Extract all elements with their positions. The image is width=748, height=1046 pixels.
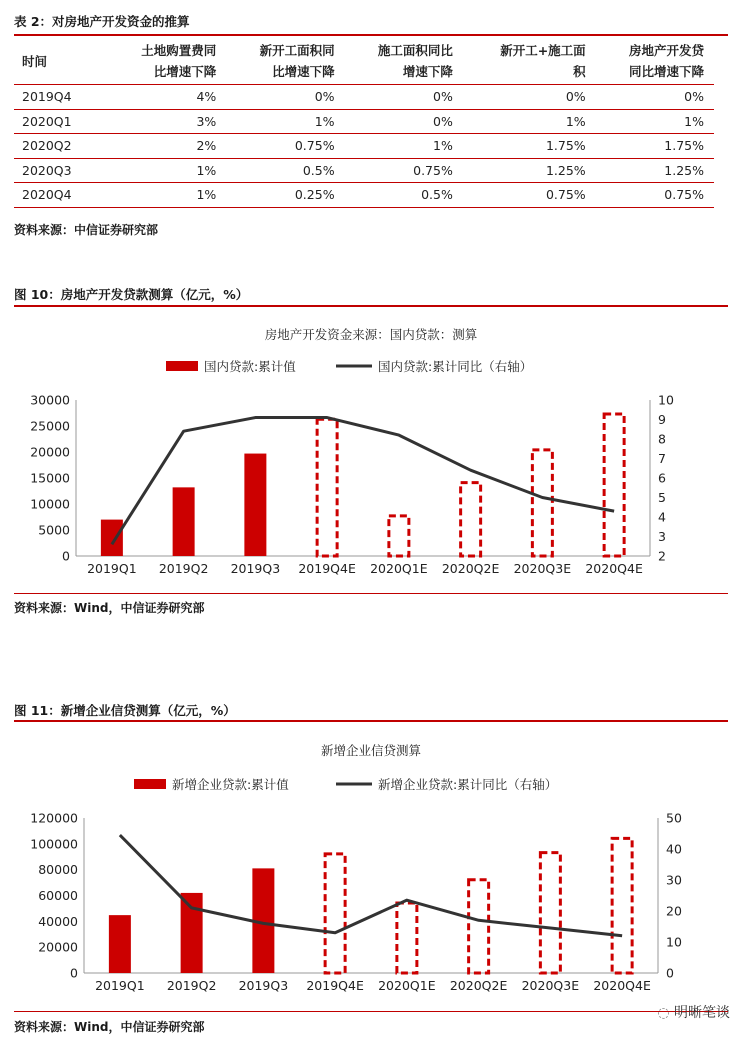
bar-estimated <box>397 903 417 973</box>
x-tick-label: 2019Q3 <box>238 978 289 993</box>
x-tick-label: 2019Q3 <box>230 561 281 576</box>
bar-estimated <box>389 516 409 556</box>
y2-tick-label: 40 <box>666 841 682 857</box>
y2-tick-label: 4 <box>658 509 666 525</box>
table-cell: 1% <box>108 183 226 208</box>
table-cell: 2020Q2 <box>14 134 108 159</box>
table-cell: 2019Q4 <box>14 85 108 110</box>
table-header-line: 新开工面积同 <box>259 43 335 58</box>
bar-estimated <box>612 838 632 973</box>
x-tick-label: 2019Q1 <box>87 561 137 576</box>
table-header-cell <box>108 38 226 85</box>
figure11-top-rule <box>14 720 728 722</box>
table-cell: 2020Q1 <box>14 109 108 134</box>
bar <box>173 487 195 556</box>
y-tick-label: 0 <box>62 548 70 564</box>
y-tick-label: 40000 <box>38 913 78 929</box>
table-cell: 0.75% <box>463 183 596 208</box>
table-cell: 0% <box>596 85 714 110</box>
y2-tick-label: 7 <box>658 451 666 466</box>
x-tick-label: 2019Q4E <box>306 978 364 993</box>
y2-tick-label: 10 <box>658 392 674 408</box>
table-header-line: 时间 <box>22 53 48 69</box>
legend-bar-swatch <box>166 361 198 371</box>
y-tick-label: 100000 <box>30 836 78 852</box>
table-cell: 0.5% <box>226 158 344 183</box>
table-header-cell <box>345 38 463 85</box>
table-header-line: 施工面积同比 <box>377 43 453 58</box>
y2-tick-label: 9 <box>658 412 666 427</box>
x-tick-label: 2020Q2E <box>441 561 500 576</box>
bar-estimated <box>532 450 552 556</box>
x-tick-label: 2020Q1E <box>370 561 428 576</box>
bar <box>109 915 131 973</box>
table-row <box>14 134 714 159</box>
x-tick-label: 2020Q4E <box>593 978 651 993</box>
watermark <box>657 1002 730 1022</box>
y-tick-label: 25000 <box>30 418 70 434</box>
table-cell: 1.25% <box>463 158 596 183</box>
table-header-line: 积 <box>573 64 586 79</box>
table-cell: 1% <box>596 109 714 134</box>
x-tick-label: 2020Q3E <box>521 978 580 993</box>
x-tick-label: 2020Q3E <box>513 561 572 576</box>
y-tick-label: 30000 <box>30 392 70 408</box>
bar-estimated <box>461 483 481 556</box>
legend-bar-label: 国内贷款:累计值 <box>204 359 296 374</box>
table-header-line: 新开工+施工面 <box>500 43 586 58</box>
table-caption: 表 2：对房地产开发资金的推算 <box>14 14 190 29</box>
x-tick-label: 2019Q2 <box>166 978 217 993</box>
y-tick-label: 60000 <box>38 888 78 903</box>
table-row <box>14 183 714 208</box>
figure11-caption: 图 11：新增企业信贷测算（亿元，%） <box>14 703 236 718</box>
table-cell: 0.5% <box>345 183 463 208</box>
table-cell: 0% <box>345 109 463 134</box>
table-row <box>14 158 714 183</box>
figure11-bottom-rule <box>14 1011 728 1012</box>
y2-tick-label: 0 <box>666 965 674 981</box>
bar-estimated <box>540 853 560 973</box>
legend-bar-swatch <box>134 779 166 789</box>
table-cell: 0% <box>463 85 596 110</box>
chart1-title: 房地产开发资金来源：国内贷款：测算 <box>264 327 478 342</box>
figure10-caption: 图 10：房地产开发贷款测算（亿元，%） <box>14 287 249 302</box>
x-tick-label: 2020Q2E <box>449 978 508 993</box>
y2-tick-label: 50 <box>666 810 682 826</box>
table-cell: 4% <box>108 85 226 110</box>
table-cell: 1.75% <box>463 134 596 159</box>
table-cell: 1.25% <box>596 158 714 183</box>
table-header-line: 同比增速下降 <box>628 64 704 79</box>
figure10-top-rule <box>14 305 728 307</box>
table-header-cell <box>14 38 108 85</box>
figure10-bottom-rule <box>14 593 728 594</box>
bar-estimated <box>325 854 345 973</box>
y-tick-label: 10000 <box>30 496 70 512</box>
y-tick-label: 0 <box>70 965 78 981</box>
table-cell: 2% <box>108 134 226 159</box>
figure11-source: 资料来源：Wind，中信证券研究部 <box>14 1020 205 1034</box>
table-cell: 1.75% <box>596 134 714 159</box>
y-tick-label: 20000 <box>38 939 78 955</box>
y2-tick-label: 3 <box>658 529 666 544</box>
wechat-icon: ◌ <box>657 1005 674 1021</box>
figure10-source: 资料来源：Wind，中信证券研究部 <box>14 601 205 615</box>
bar-estimated <box>469 880 489 973</box>
table-cell: 0.75% <box>596 183 714 208</box>
y2-tick-label: 10 <box>666 934 682 950</box>
table-header-cell <box>596 38 714 85</box>
table-header-cell <box>463 38 596 85</box>
table-header-line: 增速下降 <box>402 64 453 79</box>
bar <box>181 893 203 973</box>
legend-bar-label: 新增企业贷款:累计值 <box>172 777 289 792</box>
y2-tick-label: 8 <box>658 431 666 447</box>
table-header-row <box>14 38 714 85</box>
table-cell: 0.75% <box>345 158 463 183</box>
chart2-title: 新增企业信贷测算 <box>320 743 421 758</box>
x-tick-label: 2019Q4E <box>298 561 356 576</box>
x-tick-label: 2019Q2 <box>158 561 209 576</box>
table-cell: 1% <box>108 158 226 183</box>
y-tick-label: 5000 <box>38 522 70 538</box>
table-cell: 0.25% <box>226 183 344 208</box>
watermark-text: 明晰笔谈 <box>674 1005 730 1021</box>
y-tick-label: 20000 <box>30 444 70 460</box>
bar <box>101 520 123 556</box>
table-cell: 0.75% <box>226 134 344 159</box>
table-top-rule <box>14 34 728 36</box>
table-cell: 1% <box>345 134 463 159</box>
table-header-cell <box>226 38 344 85</box>
table-row <box>14 109 714 134</box>
data-table <box>14 38 714 208</box>
y2-tick-label: 30 <box>666 872 682 888</box>
table-header-line: 比增速下降 <box>153 64 217 79</box>
table-cell: 2020Q3 <box>14 158 108 183</box>
bar-estimated <box>317 419 337 556</box>
table-header-line: 比增速下降 <box>272 64 335 79</box>
table-header-line: 土地购置费同 <box>141 43 217 58</box>
y2-tick-label: 6 <box>658 470 666 486</box>
y2-tick-label: 20 <box>666 903 682 919</box>
bar-estimated <box>604 414 624 556</box>
table-cell: 0% <box>345 85 463 110</box>
table-cell: 1% <box>226 109 344 134</box>
table-cell: 2020Q4 <box>14 183 108 208</box>
x-tick-label: 2020Q1E <box>378 978 436 993</box>
x-tick-label: 2019Q1 <box>95 978 145 993</box>
legend-line-label: 新增企业贷款:累计同比（右轴） <box>378 777 558 792</box>
y-tick-label: 80000 <box>38 862 78 878</box>
table-source: 资料来源：中信证券研究部 <box>14 223 159 237</box>
chart1 <box>14 350 728 580</box>
bar <box>244 454 266 556</box>
table-body <box>14 85 714 208</box>
table-cell: 3% <box>108 109 226 134</box>
table-header-line: 房地产开发贷 <box>628 43 704 58</box>
y-tick-label: 15000 <box>30 470 70 486</box>
y2-tick-label: 5 <box>658 490 666 505</box>
legend-line-label: 国内贷款:累计同比（右轴） <box>378 359 533 374</box>
x-tick-label: 2020Q4E <box>585 561 643 576</box>
table-row <box>14 85 714 110</box>
table-cell: 0% <box>226 85 344 110</box>
chart2 <box>14 770 728 995</box>
y2-tick-label: 2 <box>658 548 666 564</box>
y-tick-label: 120000 <box>30 810 78 826</box>
table-cell: 1% <box>463 109 596 134</box>
